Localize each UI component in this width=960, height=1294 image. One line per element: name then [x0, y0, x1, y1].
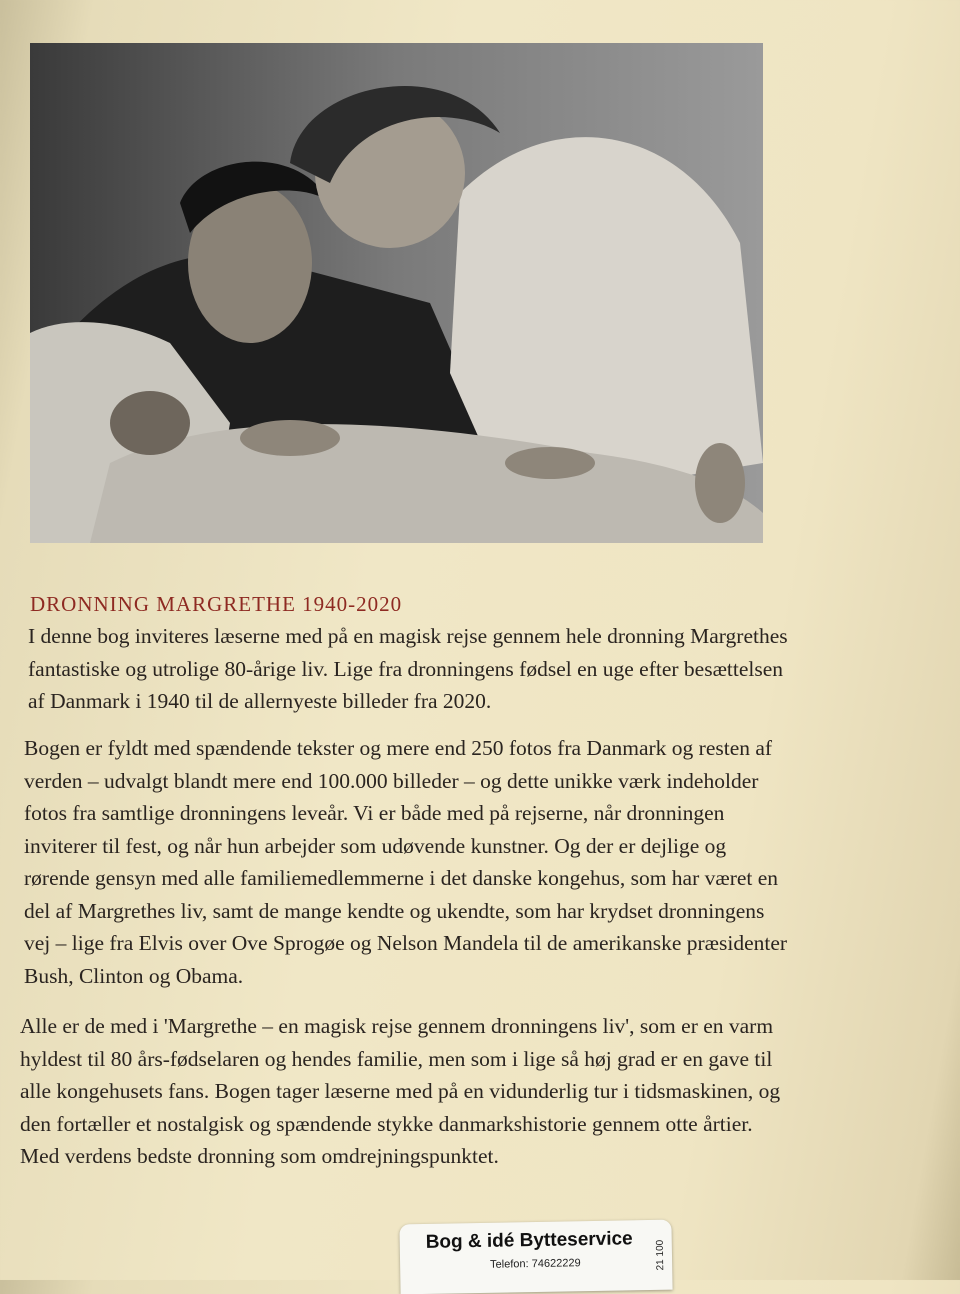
book-heading: DRONNING MARGRETHE 1940-2020	[30, 592, 403, 616]
price-sticker	[399, 1220, 672, 1294]
sticker-title: Bog & idé Bytteservice	[425, 1228, 633, 1253]
paragraph-content: Bogen er fyldt med spændende tekster og mere end 250 fotos fra Danmark og resten af verden – udvalgt blandt mere end 100.000 billeder – og dette unikke værk indeholder fotos fra samtlige dronningens leveår. Vi er både med på rejserne, når dronningen inviterer til fest, og når hun arbejder som udøvende kunstner. Og der er dejlige og rørende gensyn med alle familiemedlemmerne i det danske kongehus, som har været en del af Margrethes liv, samt de mange kendte og ukendte, som har krydset dronningens vej – lige fra Elvis over Ove Sprogøe og Nelson Mandela til de amerikanske præsidenter Bush, Clinton og Obama.	[24, 736, 788, 988]
paragraph-intro: I denne bog inviteres læserne med på en magisk rejse gennem hele dronning Margrethes fantastiske og utrolige 80-årige liv. Lige fra dronningens fødsel en uge efter besættelsen af Danmark i 1940 til de allernyeste billeder fra 2020.	[28, 624, 788, 713]
sticker-phone: Telefon: 74622229	[490, 1257, 581, 1271]
photo-illustration	[30, 43, 763, 543]
cover-photo	[30, 43, 763, 543]
sticker-code: 21 100	[654, 1239, 667, 1271]
paragraph-closing: Alle er de med i 'Margrethe – en magisk rejse gennem dronningens liv', som er en varm hyldest til 80 års-fødselaren og hendes familie, men som i lige så høj grad er en gave til alle kongehusets fans. Bogen tager læserne med på en vidunderlig tur i tidsmaskinen, og den fortæller et nostalgisk og spændende stykke danmarkshistorie gennem otte årtier. Med verdens bedste dronning som omdrejningspunktet.	[20, 1014, 781, 1168]
